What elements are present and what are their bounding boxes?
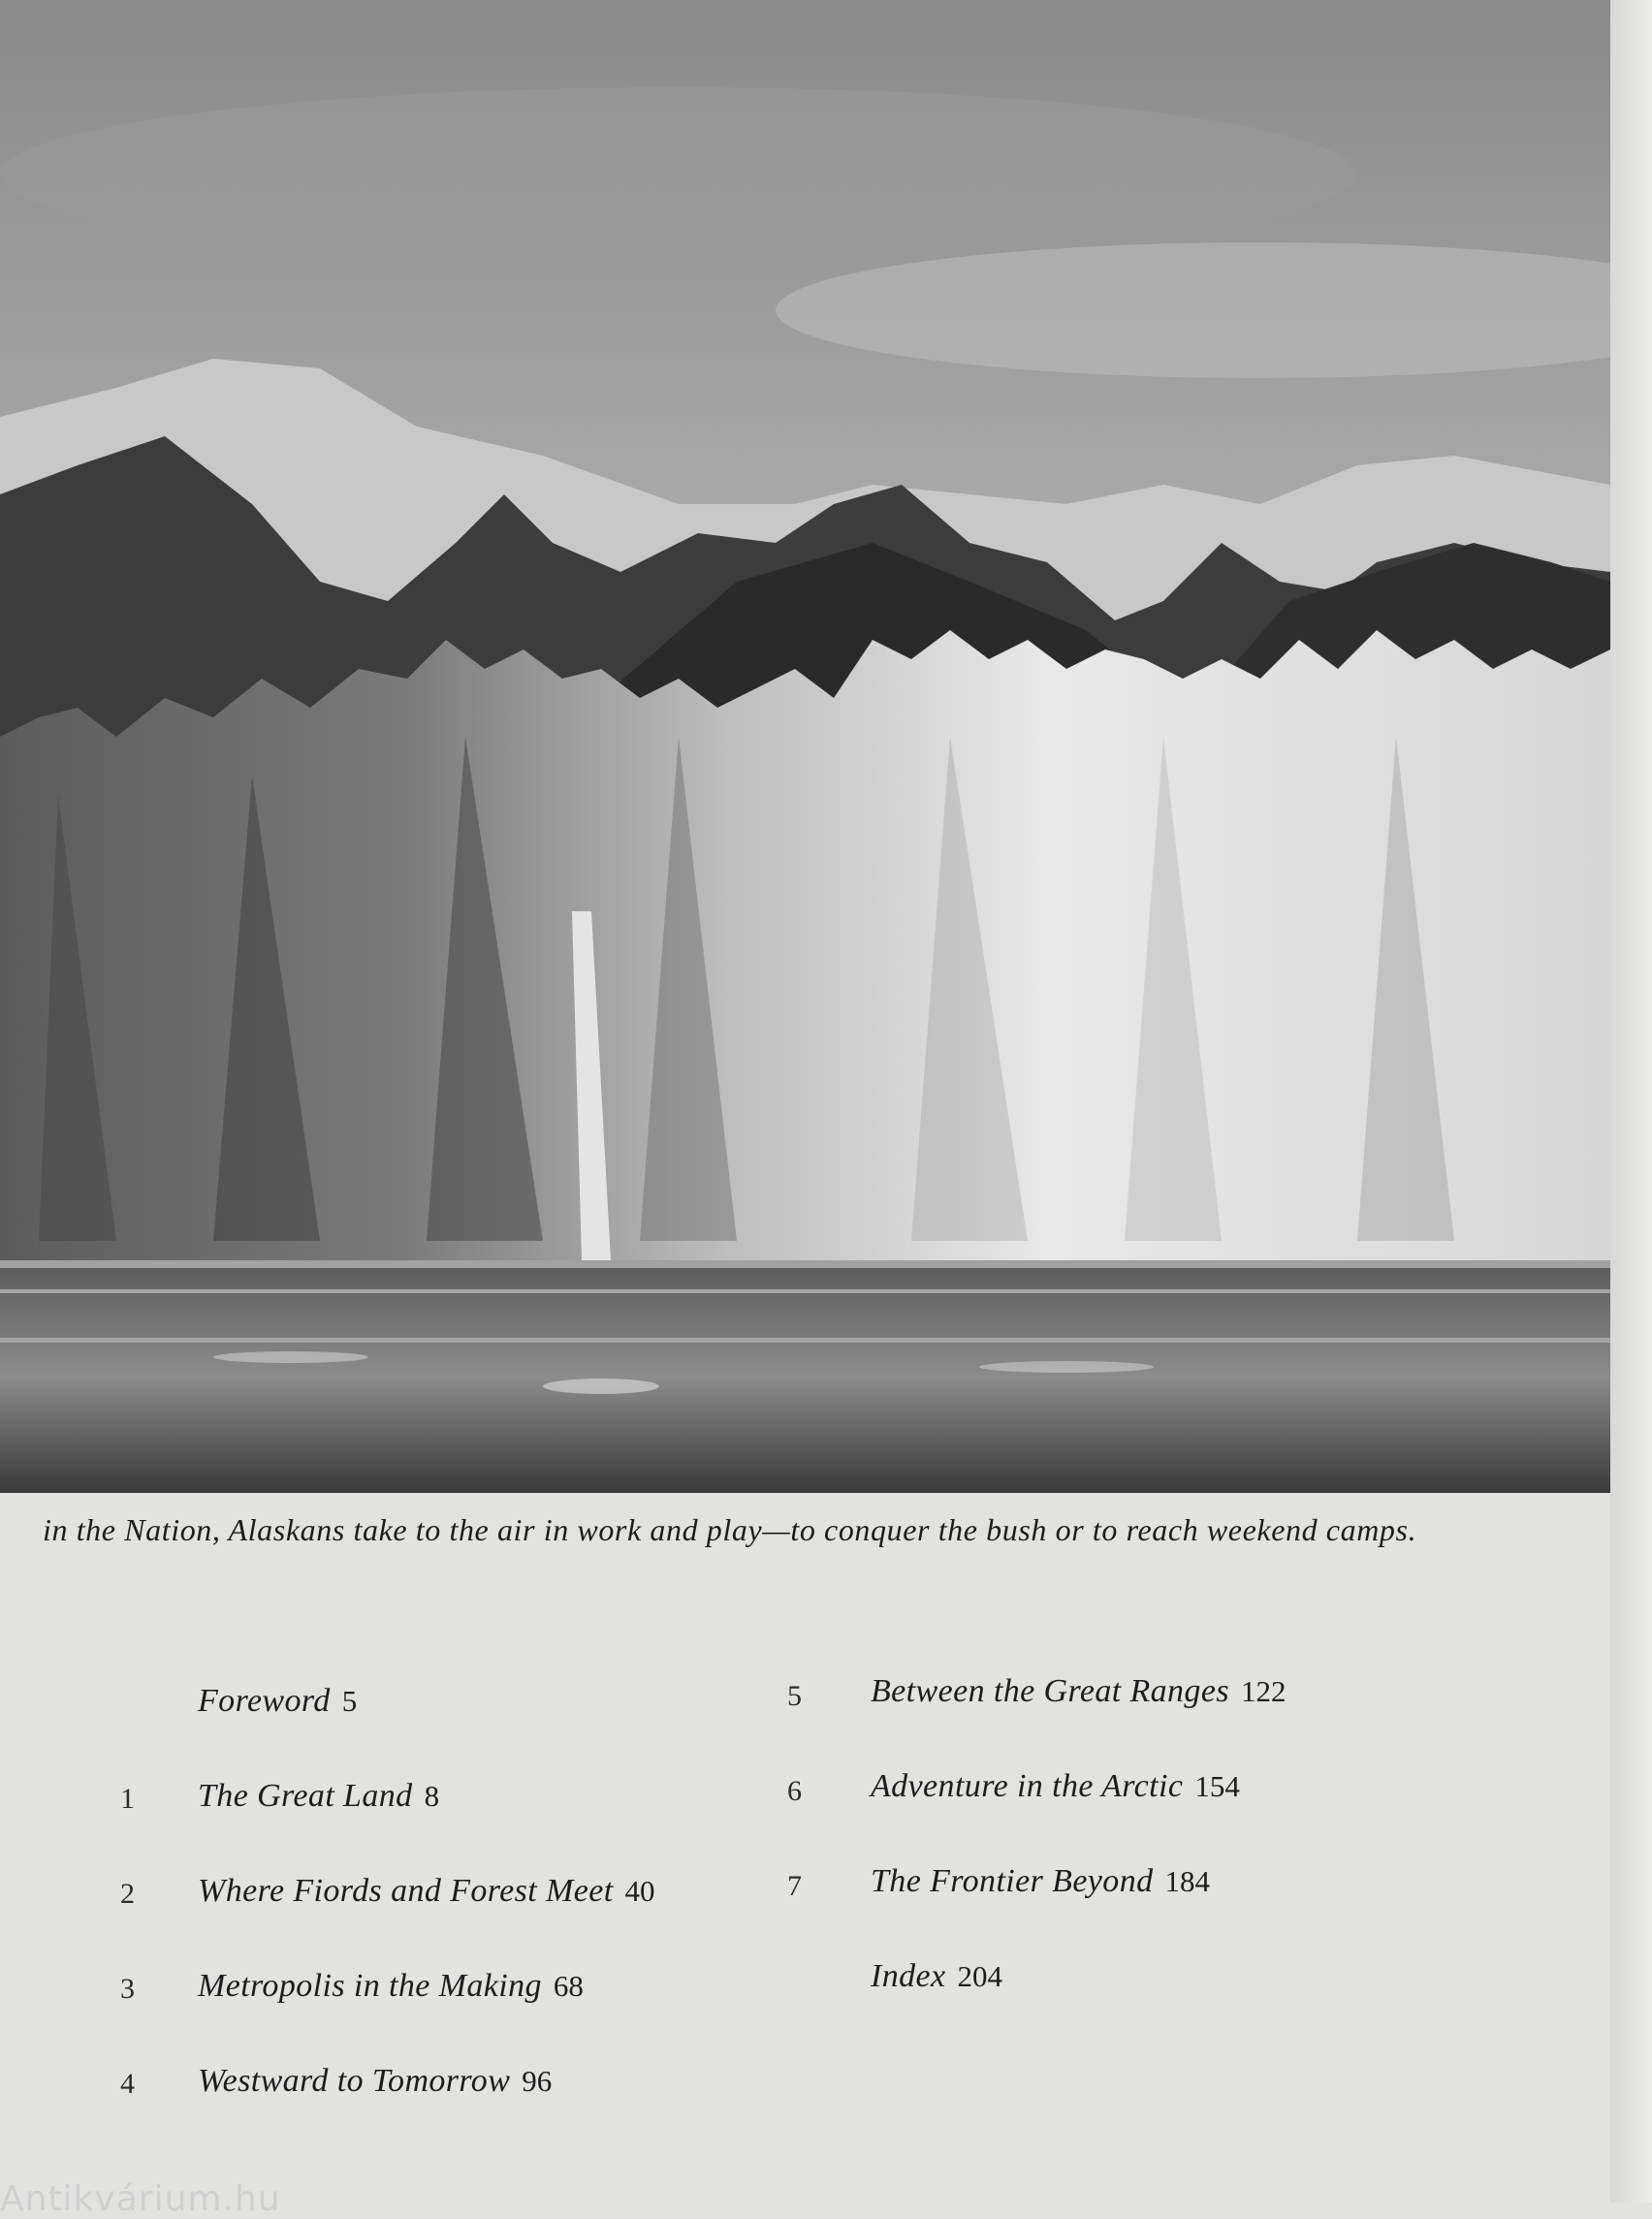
toc-item-page: 8 <box>424 1779 440 1813</box>
toc-item-title: Index <box>871 1958 946 1994</box>
toc-item-number: 4 <box>120 2068 135 2100</box>
toc-item-title: The Great Land <box>198 1778 413 1814</box>
toc-item-page: 96 <box>522 2064 553 2098</box>
toc-item-number: 7 <box>787 1870 802 1902</box>
toc-item-frontier <box>871 1863 1210 1900</box>
toc-item-foreword <box>198 1683 357 1720</box>
toc-item-where-fiords <box>198 1873 655 1910</box>
toc-item-number: 2 <box>120 1878 135 1910</box>
toc-item-number: 6 <box>787 1775 802 1807</box>
toc-item-metropolis <box>198 1968 584 2005</box>
toc-item-page: 5 <box>341 1684 358 1718</box>
toc-item-title: Metropolis in the Making <box>198 1968 542 2004</box>
toc-item-title: Where Fiords and Forest Meet <box>198 1873 614 1909</box>
toc-item-title: Between the Great Ranges <box>871 1673 1229 1709</box>
toc-item-title: Westward to Tomorrow <box>198 2063 511 2099</box>
toc-item-page: 154 <box>1194 1769 1240 1803</box>
toc-item-page: 122 <box>1240 1674 1287 1708</box>
toc-item-arctic <box>871 1768 1240 1805</box>
toc-item-page: 204 <box>957 1959 1003 1993</box>
toc-item-page: 68 <box>553 1969 584 2003</box>
page-edge <box>1610 0 1652 2203</box>
toc-item-index <box>871 1958 1002 1995</box>
toc-item-title: The Frontier Beyond <box>871 1863 1154 1899</box>
toc-item-number: 5 <box>787 1680 802 1712</box>
toc-item-page: 40 <box>624 1874 655 1908</box>
photo-caption: in the Nation, Alaskans take to the air in work and play—to conquer the bush or to reach weekend camps. <box>43 1512 1417 1547</box>
watermark: Antikvárium.hu <box>0 2179 281 2219</box>
toc-item-between-ranges <box>871 1673 1286 1710</box>
toc-item-title: Adventure in the Arctic <box>871 1768 1184 1804</box>
toc-item-number: 1 <box>120 1783 135 1815</box>
toc-item-number: 3 <box>120 1973 135 2005</box>
toc-item-westward <box>198 2063 552 2100</box>
toc-item-title: Foreword <box>198 1683 331 1719</box>
toc-item-the-great-land <box>198 1778 439 1815</box>
toc-item-page: 184 <box>1164 1864 1211 1898</box>
